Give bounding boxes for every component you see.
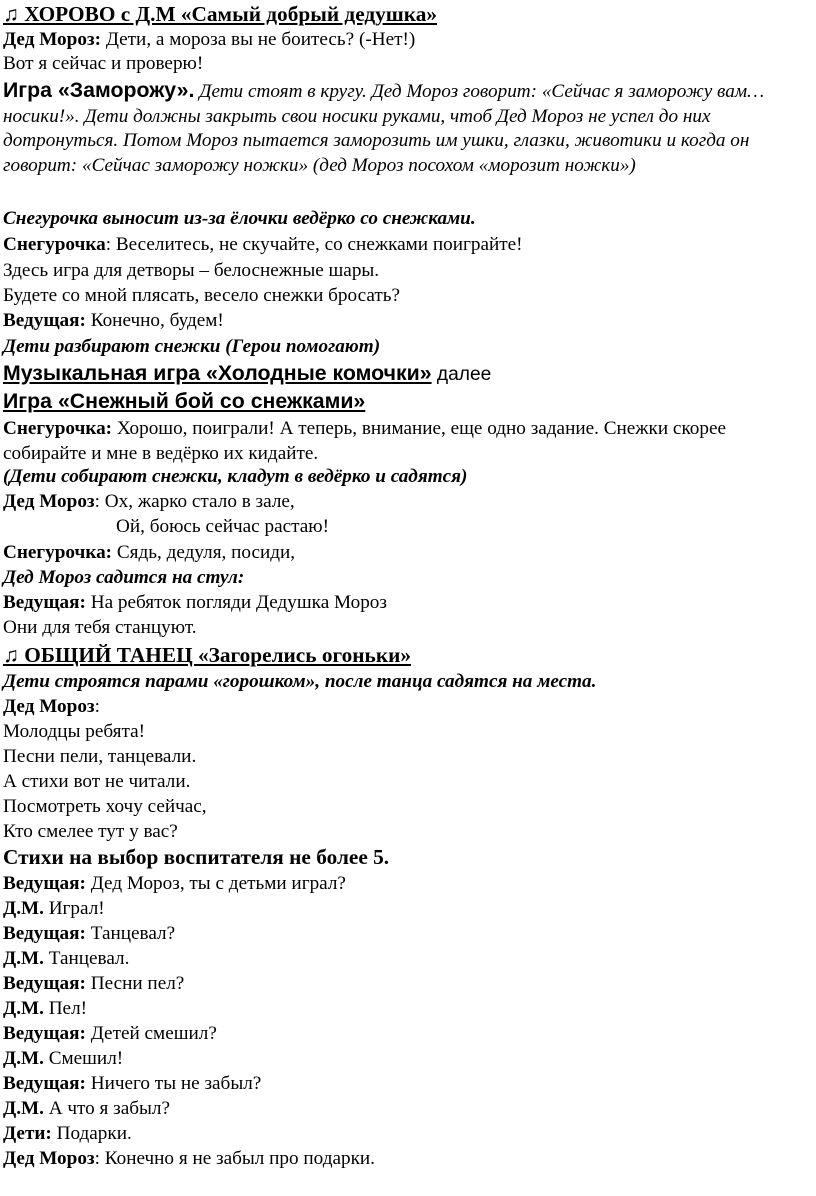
speaker-label: Дети: [3, 1123, 52, 1144]
line-text [3, 284, 812, 308]
speaker-label: Ведущая: [3, 923, 86, 944]
speech-text: Пел! [43, 998, 88, 1019]
speaker-label: Дед Мороз [3, 491, 95, 512]
game-title: Игра «Заморожу». [3, 78, 195, 102]
heading-poems [3, 845, 812, 869]
heading-snowball-game [3, 389, 812, 413]
line-dialogue [3, 1047, 812, 1071]
speech-text: : Ох, жарко стало в зале, [94, 491, 295, 512]
text: Здесь игра для детворы – белоснежные шары. [3, 260, 380, 281]
heading-text: ♫ ХОРОВО с Д.М «Самый добрый дедушка» [3, 2, 438, 26]
line-text [3, 795, 812, 819]
line-dialogue [3, 309, 812, 333]
heading-text: Стихи на выбор воспитателя не более 5. [3, 845, 390, 869]
text: Вот я сейчас и проверю! [3, 53, 204, 74]
line-text [3, 720, 812, 744]
speech-text: Дети, а мороза вы не боитесь? (-Нет!) [101, 29, 416, 50]
speaker-label: Дед Мороз: [3, 29, 102, 50]
line-text [3, 770, 812, 794]
speaker-label: Ведущая: [3, 310, 86, 331]
text: Молодцы ребята! [3, 721, 146, 742]
speaker-label: Ведущая: [3, 873, 86, 894]
speaker-label: Д.М. [3, 1098, 44, 1119]
speech-text: : Конечно я не забыл про подарки. [94, 1148, 375, 1169]
speaker-label: Ведущая: [3, 1073, 86, 1094]
line-dialogue [3, 1097, 812, 1121]
line-dialogue [3, 1147, 812, 1171]
line-dialogue [3, 233, 812, 257]
line-dialogue [3, 947, 812, 971]
speech-text: А что я забыл? [43, 1098, 170, 1119]
stage-direction [3, 670, 812, 694]
line-text [3, 616, 812, 640]
line-dialogue [3, 1072, 812, 1096]
text: Посмотреть хочу сейчас, [3, 796, 207, 817]
direction-text: (Дети собирают снежки, кладут в ведёрко и садятся) [3, 466, 468, 487]
line-dialogue [3, 541, 812, 565]
speaker-label: Ведущая: [3, 973, 86, 994]
speech-text: Дед Мороз, ты с детьми играл? [85, 873, 346, 894]
speaker-label: Снегурочка [3, 234, 106, 255]
speaker-label: Д.М. [3, 998, 44, 1019]
speech-text: Танцевал? [85, 923, 176, 944]
game-description: Дети стоят в кругу. Дед Мороз говорит: «Сейчас я заморожу вам… носики!». Дети должны закрыть свои носики руками, чтоб Дед Мороз не успел до них дотронуться. Потом Мороз пытается заморозить им ушки, глазки, животики и когда он говорит: «Сейчас заморожу ножки» (дед Мороз посохом «морозит ножки») [3, 81, 765, 176]
direction-text: Дед Мороз садится на стул: [3, 567, 245, 588]
music-game-title: Музыкальная игра «Холодные комочки» [3, 361, 432, 385]
text: Кто смелее тут у вас? [3, 821, 178, 842]
text: А стихи вот не читали. [3, 771, 191, 792]
speech-text: Хорошо, поиграли! А теперь, внимание, еще одно задание. Снежки скорее собирайте и мне в ведёрко их кидайте. [3, 418, 727, 464]
speech-text: Конечно, будем! [85, 310, 224, 331]
speaker-label: Ведущая: [3, 592, 86, 613]
heading-text: ♫ ОБЩИЙ ТАНЕЦ «Загорелись огоньки» [3, 643, 412, 667]
speaker-label: Дед Мороз [3, 696, 95, 717]
speaker-label: Дед Мороз [3, 1148, 95, 1169]
direction-text: Снегурочка выносит из-за ёлочки ведёрко со снежками. [3, 208, 476, 229]
speaker-label: Снегурочка: [3, 418, 113, 439]
line-dialogue [3, 972, 812, 996]
speech-text: : Веселитесь, не скучайте, со снежками поиграйте! [105, 234, 523, 255]
stage-direction [3, 465, 812, 489]
speech-text: : [94, 696, 100, 717]
speech-text: Песни пел? [85, 973, 185, 994]
game-zamorozhu-paragraph [3, 78, 812, 178]
line-dialogue [3, 997, 812, 1021]
line-dialogue [3, 872, 812, 896]
speech-text: Танцевал. [43, 948, 130, 969]
line-text-indented [116, 515, 812, 539]
line-dialogue [3, 695, 812, 719]
line-dialogue [3, 1022, 812, 1046]
speech-text: Ничего ты не забыл? [85, 1073, 262, 1094]
stage-direction [3, 207, 812, 231]
direction-text: Дети разбирают снежки (Герои помогают) [3, 336, 381, 357]
line-text [3, 745, 812, 769]
speech-text: На ребяток погляди Дедушка Мороз [85, 592, 387, 613]
speaker-label: Снегурочка: [3, 542, 113, 563]
line-dialogue [3, 591, 812, 615]
line-text [3, 52, 812, 76]
music-game-suffix: далее [431, 364, 492, 385]
heading-dance [3, 643, 812, 667]
line-dialogue [3, 28, 812, 52]
text: Песни пели, танцевали. [3, 746, 197, 767]
speech-text: Сядь, дедуля, посиди, [112, 542, 296, 563]
speaker-label: Д.М. [3, 948, 44, 969]
heading-text: Игра «Снежный бой со снежками» [3, 389, 366, 413]
direction-text: Дети строятся парами «горошком», после танца садятся на места. [3, 671, 597, 692]
line-text [3, 259, 812, 283]
speech-text: Детей смешил? [85, 1023, 217, 1044]
line-text [3, 820, 812, 844]
heading-song-dedushka [3, 2, 812, 26]
speech-text: Смешил! [43, 1048, 124, 1069]
line-dialogue [3, 897, 812, 921]
stage-direction [3, 335, 812, 359]
heading-music-game [3, 361, 812, 387]
speaker-label: Д.М. [3, 1048, 44, 1069]
text: Будете со мной плясать, весело снежки бросать? [3, 285, 401, 306]
speech-text: Играл! [43, 898, 105, 919]
line-dialogue [3, 490, 812, 514]
speaker-label: Д.М. [3, 898, 44, 919]
line-dialogue [3, 922, 812, 946]
line-dialogue [3, 1122, 812, 1146]
text: Ой, боюсь сейчас растаю! [116, 516, 329, 537]
stage-direction [3, 566, 812, 590]
text: Они для тебя станцуют. [3, 617, 197, 638]
speech-text: Подарки. [51, 1123, 132, 1144]
line-dialogue-wrapped [3, 417, 812, 466]
speaker-label: Ведущая: [3, 1023, 86, 1044]
